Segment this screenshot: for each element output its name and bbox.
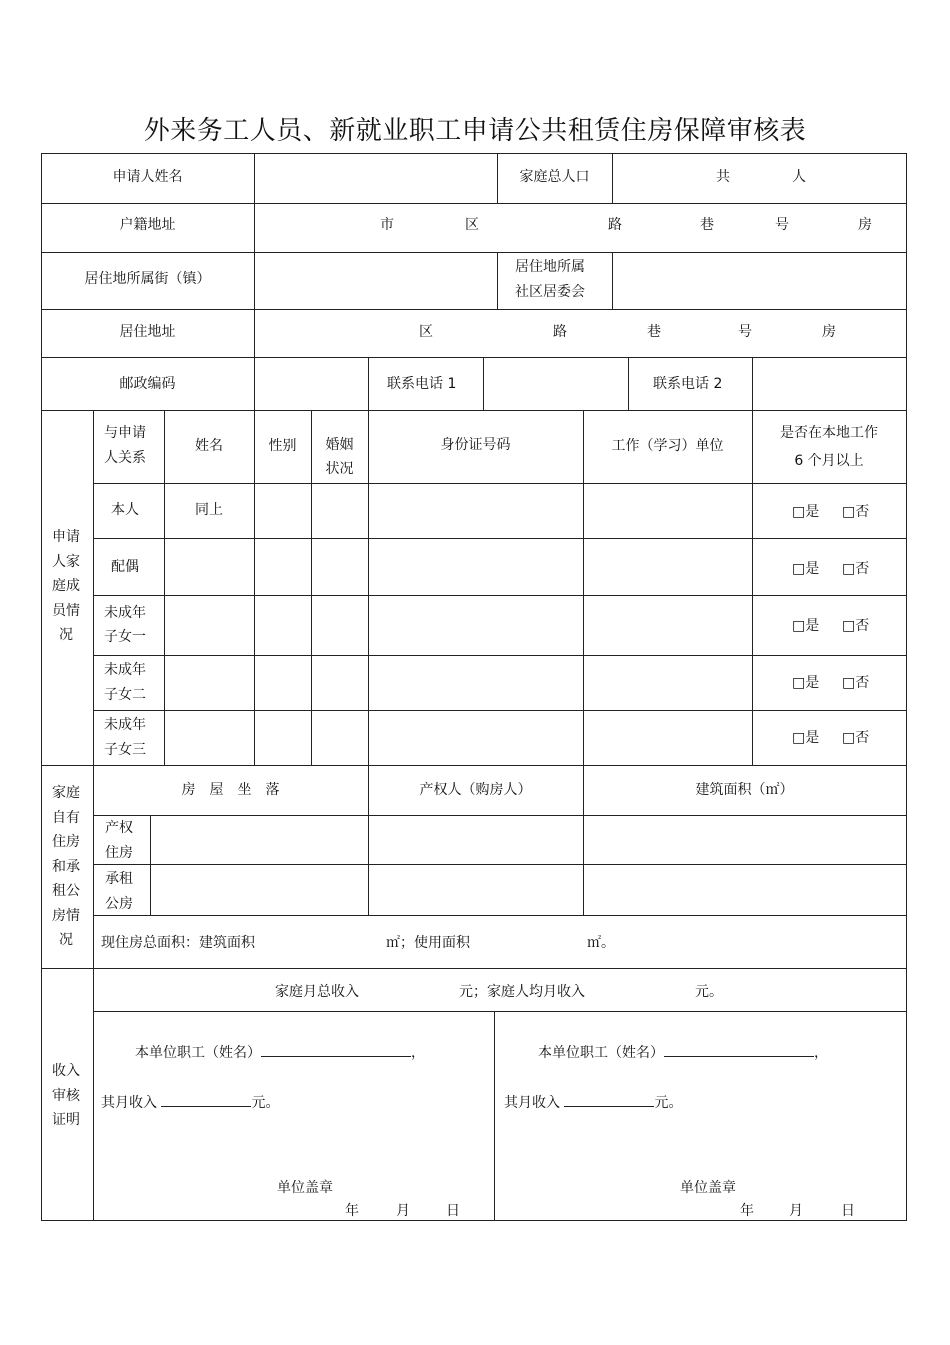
day-label: 日 xyxy=(841,1203,855,1219)
family-total-label: 家庭总人口 xyxy=(519,169,590,185)
applicant-name-field[interactable] xyxy=(255,154,497,203)
household-label: 户籍地址 xyxy=(119,217,176,233)
header-work: 工作（学习）单位 xyxy=(611,438,724,454)
owned-label-1: 产权 xyxy=(105,820,133,836)
per-capita-label: 元；家庭人均月收入 xyxy=(459,984,585,1000)
monthly-income-left xyxy=(101,1090,279,1115)
member-relation-2: 子女一 xyxy=(104,629,146,645)
household-district: 区 xyxy=(465,217,479,233)
members-section-label: 申请 人家 庭成 员情 况 xyxy=(52,529,80,643)
header-name: 姓名 xyxy=(195,438,223,454)
month-label: 月 xyxy=(396,1203,410,1219)
employee-cert-right xyxy=(538,1040,828,1065)
monthly-income-right xyxy=(504,1090,682,1115)
local-yes-checkbox[interactable]: □是 xyxy=(792,675,820,691)
member-relation: 配偶 xyxy=(111,559,139,575)
phone2-label: 联系电话 2 xyxy=(653,376,723,392)
residence-lane: 巷 xyxy=(647,324,661,340)
employee-prefix: 本单位职工（姓名） xyxy=(135,1045,261,1061)
rented-label-2: 公房 xyxy=(105,896,133,912)
applicant-name-label: 申请人姓名 xyxy=(112,169,183,185)
community-label-2: 社区居委会 xyxy=(515,284,585,300)
phone2-field[interactable] xyxy=(753,358,906,410)
residence-number: 号 xyxy=(738,324,752,340)
area-header: 建筑面积（㎡） xyxy=(695,782,794,798)
local-yes-checkbox[interactable]: □是 xyxy=(792,618,820,634)
household-number: 号 xyxy=(775,217,789,233)
year-label: 年 xyxy=(740,1203,754,1219)
yuan-label: 元。 xyxy=(251,1095,280,1111)
header-relation-1: 与申请 xyxy=(104,425,146,441)
header-local-2: 6 个月以上 xyxy=(794,453,864,469)
local-no-checkbox[interactable]: □否 xyxy=(842,618,870,634)
employee-prefix: 本单位职工（姓名） xyxy=(538,1045,664,1061)
community-label-1: 居住地所属 xyxy=(515,259,585,275)
seal-label: 单位盖章 xyxy=(277,1180,333,1196)
postcode-label: 邮政编码 xyxy=(119,376,176,392)
household-road: 路 xyxy=(608,217,622,233)
member-relation-2: 子女二 xyxy=(104,687,146,703)
member-relation: 本人 xyxy=(111,502,139,518)
yuan-label: 元。 xyxy=(654,1095,683,1111)
header-id: 身份证号码 xyxy=(440,437,511,453)
employee-name-field[interactable] xyxy=(664,1040,814,1057)
header-marital-1: 婚姻 xyxy=(325,437,354,453)
street-label: 居住地所属街（镇） xyxy=(84,271,211,287)
household-room: 房 xyxy=(858,217,872,233)
header-marital-2: 状况 xyxy=(325,461,354,477)
member-relation: 未成年 xyxy=(104,662,146,678)
phone1-label: 联系电话 1 xyxy=(387,376,457,392)
local-yes-checkbox[interactable]: □是 xyxy=(792,730,820,746)
comma: ， xyxy=(814,1045,828,1061)
day-label: 日 xyxy=(446,1203,460,1219)
location-header: 房 屋 坐 落 xyxy=(181,782,280,798)
seal-label: 单位盖章 xyxy=(680,1180,736,1196)
comma: ， xyxy=(411,1045,425,1061)
month-label: 月 xyxy=(789,1203,803,1219)
employee-cert-left xyxy=(135,1040,425,1065)
family-income-label: 家庭月总收入 xyxy=(275,984,359,1000)
community-field[interactable] xyxy=(613,253,906,309)
total-ren: 人 xyxy=(792,169,806,185)
total-area-label: 现住房总面积：建筑面积 xyxy=(101,935,255,951)
local-no-checkbox[interactable]: □否 xyxy=(842,730,870,746)
local-no-checkbox[interactable]: □否 xyxy=(842,561,870,577)
income-section-label: 收入 审核 证明 xyxy=(52,1063,80,1128)
monthly-income-field[interactable] xyxy=(564,1090,654,1107)
total-area-unit-2: ㎡。 xyxy=(587,935,615,951)
header-local-1: 是否在本地工作 xyxy=(780,425,878,441)
member-relation-2: 子女三 xyxy=(104,742,146,758)
residence-district: 区 xyxy=(419,324,433,340)
employee-name-field[interactable] xyxy=(261,1040,411,1057)
postcode-field[interactable] xyxy=(255,358,368,410)
owned-label-2: 住房 xyxy=(105,845,133,861)
header-gender: 性别 xyxy=(268,438,297,454)
household-lane: 巷 xyxy=(700,217,714,233)
total-gong: 共 xyxy=(716,169,730,185)
household-city: 市 xyxy=(380,217,394,233)
monthly-income-field[interactable] xyxy=(161,1090,251,1107)
owner-header: 产权人（购房人） xyxy=(419,782,532,798)
residence-label: 居住地址 xyxy=(119,324,176,340)
total-area-unit-1: ㎡；使用面积 xyxy=(386,935,470,951)
form-title: 外来务工人员、新就业职工申请公共租赁住房保障审核表 xyxy=(143,116,807,146)
rented-label-1: 承租 xyxy=(105,871,133,887)
phone1-field[interactable] xyxy=(484,358,628,410)
member-relation: 未成年 xyxy=(104,605,146,621)
local-yes-checkbox[interactable]: □是 xyxy=(792,561,820,577)
monthly-income-label: 其月收入 xyxy=(101,1095,157,1111)
member-relation: 未成年 xyxy=(104,717,146,733)
residence-road: 路 xyxy=(553,324,567,340)
residence-room: 房 xyxy=(822,324,836,340)
local-no-checkbox[interactable]: □否 xyxy=(842,675,870,691)
year-label: 年 xyxy=(345,1203,359,1219)
local-yes-checkbox[interactable]: □是 xyxy=(792,504,820,520)
street-field[interactable] xyxy=(255,253,497,309)
income-end: 元。 xyxy=(695,984,723,1000)
local-no-checkbox[interactable]: □否 xyxy=(842,504,870,520)
member-name: 同上 xyxy=(195,502,223,518)
housing-section-label: 家庭 自有 住房 和承 租公 房情 况 xyxy=(52,785,80,948)
family-total-field[interactable] xyxy=(735,160,790,196)
header-relation-2: 人关系 xyxy=(104,450,146,466)
monthly-income-label: 其月收入 xyxy=(504,1095,560,1111)
